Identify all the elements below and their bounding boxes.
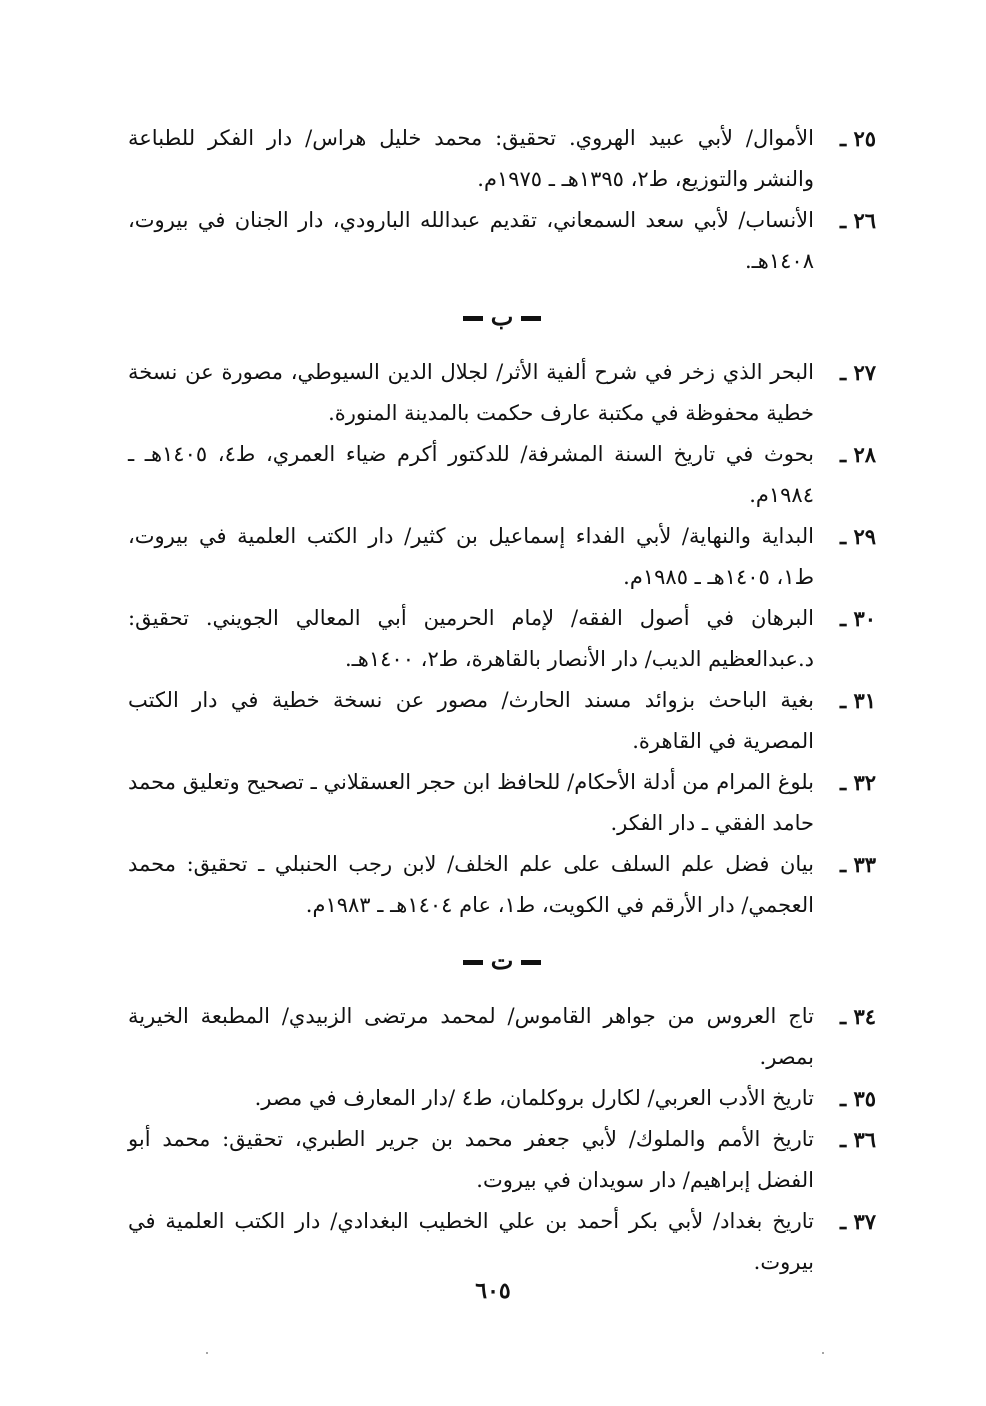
bibliography-entry xyxy=(128,598,876,680)
heading-dash xyxy=(521,316,541,321)
entry-number: ٢٥ ـ xyxy=(839,126,876,151)
entry-text: البحر الذي زخر في شرح ألفية الأثر/ لجلال الدين السيوطي، مصورة عن نسخة خطية محفوظة في مكتبة عارف حكمت بالمدينة المنورة. xyxy=(128,360,814,425)
bibliography-entry xyxy=(128,200,876,282)
bibliography-entry xyxy=(128,762,876,844)
entry-text: تاريخ الأمم والملوك/ لأبي جعفر محمد بن جرير الطبري، تحقيق: محمد أبو الفضل إبراهيم/ دار سويدان في بيروت. xyxy=(128,1127,814,1192)
entry-number: ٣٠ ـ xyxy=(839,606,876,631)
scan-speck xyxy=(206,1352,208,1354)
entry-text: تاريخ الأدب العربي/ لكارل بروكلمان، ط٤ /دار المعارف في مصر. xyxy=(254,1086,814,1110)
bibliography-entry xyxy=(128,1119,876,1201)
entry-text: البرهان في أصول الفقه/ لإمام الحرمين أبي المعالي الجويني. تحقيق: د.عبدالعظيم الديب/ دار الأنصار بالقاهرة، ط٢، ١٤٠٠هـ. xyxy=(128,606,814,671)
bibliography-entry xyxy=(128,844,876,926)
entry-number: ٢٧ ـ xyxy=(839,360,876,385)
entry-text: بحوث في تاريخ السنة المشرفة/ للدكتور أكرم ضياء العمري، ط٤، ١٤٠٥هـ ـ ١٩٨٤م. xyxy=(128,442,814,507)
bibliography-entry xyxy=(128,1201,876,1283)
entry-number: ٣٦ ـ xyxy=(839,1127,876,1152)
entry-number: ٢٨ ـ xyxy=(839,442,876,467)
bibliography-entry xyxy=(128,434,876,516)
bibliography-list xyxy=(128,118,876,1283)
entry-number: ٢٦ ـ xyxy=(839,208,876,233)
entry-text: الأنساب/ لأبي سعد السمعاني، تقديم عبدالله البارودي، دار الجنان في بيروت، ١٤٠٨هـ. xyxy=(128,208,814,273)
bibliography-entry xyxy=(128,680,876,762)
entry-number: ٣٢ ـ xyxy=(839,770,876,795)
heading-dash xyxy=(521,960,541,965)
bibliography-entry xyxy=(128,1078,876,1119)
entry-text: تاج العروس من جواهر القاموس/ لمحمد مرتضى الزبيدي/ المطبعة الخيرية بمصر. xyxy=(128,1004,814,1069)
entry-number: ٣٥ ـ xyxy=(839,1086,876,1111)
scan-speck xyxy=(822,1352,824,1354)
entry-text: بلوغ المرام من أدلة الأحكام/ للحافظ ابن حجر العسقلاني ـ تصحيح وتعليق محمد حامد الفقي ـ دار الفكر. xyxy=(128,770,814,835)
entry-text: بغية الباحث بزوائد مسند الحارث/ مصور عن نسخة خطية في دار الكتب المصرية في القاهرة. xyxy=(128,688,814,753)
heading-dash xyxy=(463,960,483,965)
entry-number: ٣٤ ـ xyxy=(839,1004,876,1029)
bibliography-entry xyxy=(128,516,876,598)
section-heading-t xyxy=(128,926,876,996)
entry-number: ٣١ ـ xyxy=(839,688,876,713)
page-number: ٦٠٥ xyxy=(475,1278,511,1304)
section-letter: ب xyxy=(490,302,514,331)
section-letter: ت xyxy=(490,946,514,975)
entry-text: الأموال/ لأبي عبيد الهروي. تحقيق: محمد خليل هراس/ دار الفكر للطباعة والنشر والتوزيع، ط٢، ١٣٩٥هـ ـ ١٩٧٥م. xyxy=(128,126,814,191)
section-heading-b xyxy=(128,282,876,352)
entry-number: ٣٧ ـ xyxy=(839,1209,876,1234)
entry-text: بيان فضل علم السلف على علم الخلف/ لابن رجب الحنبلي ـ تحقيق: محمد العجمي/ دار الأرقم في الكويت، ط١، عام ١٤٠٤هـ ـ ١٩٨٣م. xyxy=(128,852,814,917)
bibliography-entry xyxy=(128,118,876,200)
entry-text: البداية والنهاية/ لأبي الفداء إسماعيل بن كثير/ دار الكتب العلمية في بيروت، ط١، ١٤٠٥هـ ـ ١٩٨٥م. xyxy=(128,524,814,589)
entry-number: ٣٣ ـ xyxy=(839,852,876,877)
entry-number: ٢٩ ـ xyxy=(839,524,876,549)
entry-text: تاريخ بغداد/ لأبي بكر أحمد بن علي الخطيب البغدادي/ دار الكتب العلمية في بيروت. xyxy=(128,1209,814,1274)
bibliography-entry xyxy=(128,996,876,1078)
heading-dash xyxy=(463,316,483,321)
bibliography-entry xyxy=(128,352,876,434)
